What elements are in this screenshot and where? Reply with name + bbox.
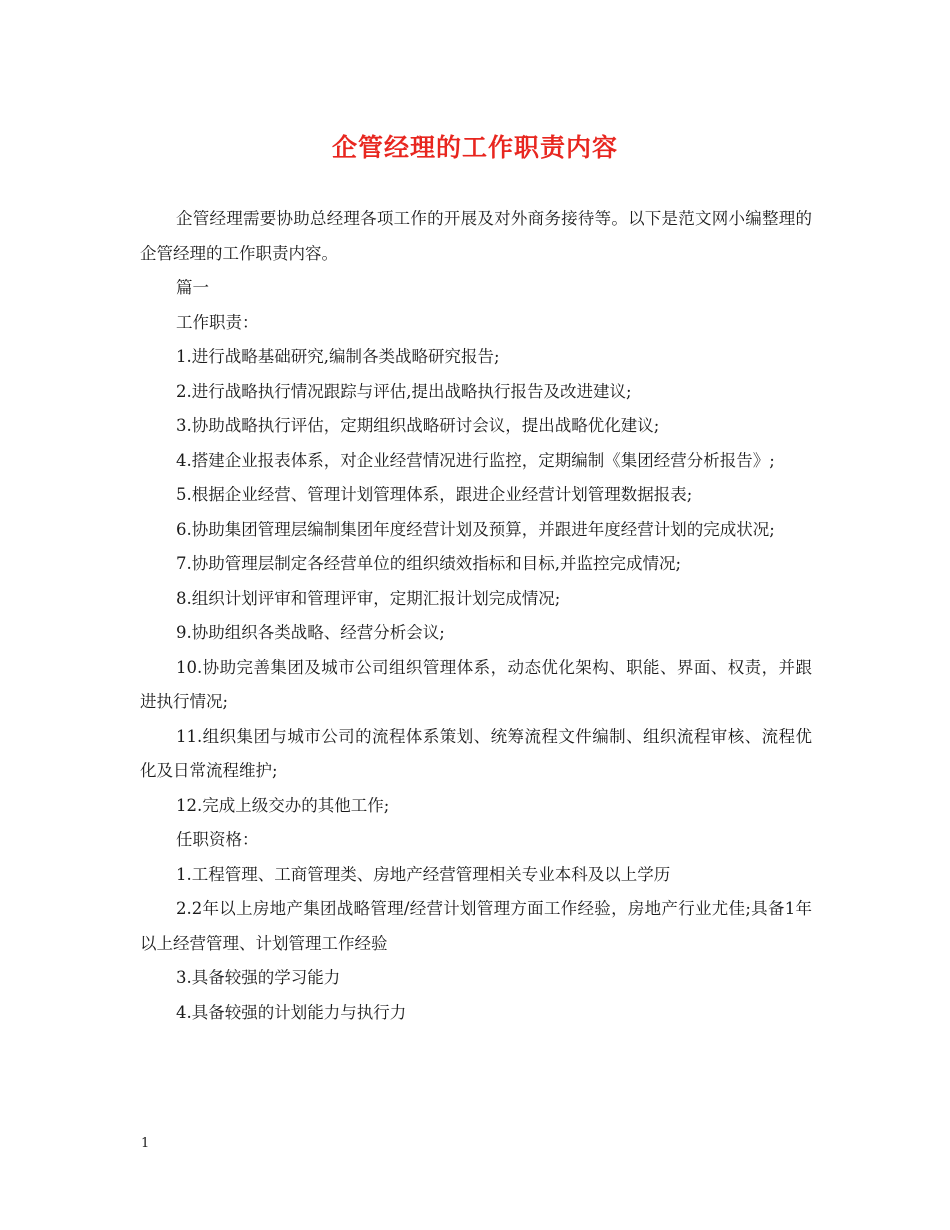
list-item: 1.工程管理、工商管理类、房地产经营管理相关专业本科及以上学历 <box>176 864 671 884</box>
subsection-heading: 工作职责： <box>176 312 259 332</box>
document-title: 企管经理的工作职责内容 <box>331 133 618 162</box>
list-item: 1.进行战略基础研究,编制各类战略研究报告; <box>176 347 500 366</box>
subsection-heading: 任职资格： <box>176 830 259 849</box>
list-item: 9.协助组织各类战略、经营分析会议; <box>176 623 445 642</box>
list-item: 2.进行战略执行情况跟踪与评估,提出战略执行报告及改进建议; <box>176 381 632 401</box>
list-item: 10.协助完善集团及城市公司组织管理体系，动态优化架构、职能、界面、权责，并跟进执行情况; <box>140 657 812 711</box>
list-item: 12.完成上级交办的其他工作; <box>176 795 390 815</box>
page-number: 1 <box>141 1136 150 1151</box>
intro-paragraph: 企管经理需要协助总经理各项工作的开展及对外商务接待等。以下是范文网小编整理的企管经理的工作职责内容。 <box>140 209 812 263</box>
section-heading: 篇一 <box>176 278 209 297</box>
list-item: 7.协助管理层制定各经营单位的组织绩效指标和目标,并监控完成情况; <box>176 554 682 573</box>
list-item: 4.搭建企业报表体系，对企业经营情况进行监控，定期编制《集团经营分析报告》; <box>176 450 775 470</box>
list-item: 3.具备较强的学习能力 <box>176 968 341 987</box>
list-item: 5.根据企业经营、管理计划管理体系，跟进企业经营计划管理数据报表; <box>176 485 693 504</box>
list-item: 6.协助集团管理层编制集团年度经营计划及预算，并跟进年度经营计划的完成状况; <box>176 519 775 539</box>
list-item: 11.组织集团与城市公司的流程体系策划、统筹流程文件编制、组织流程审核、流程优化及日常流程维护; <box>140 726 812 780</box>
document-body <box>140 202 812 1030</box>
list-item: 8.组织计划评审和管理评审，定期汇报计划完成情况; <box>176 588 561 608</box>
list-item: 3.协助战略执行评估，定期组织战略研讨会议，提出战略优化建议; <box>176 416 660 435</box>
list-item: 2.2年以上房地产集团战略管理/经营计划管理方面工作经验，房地产行业尤佳;具备1年以上经营管理、计划管理工作经验 <box>140 899 812 953</box>
list-item: 4.具备较强的计划能力与执行力 <box>176 1002 407 1022</box>
